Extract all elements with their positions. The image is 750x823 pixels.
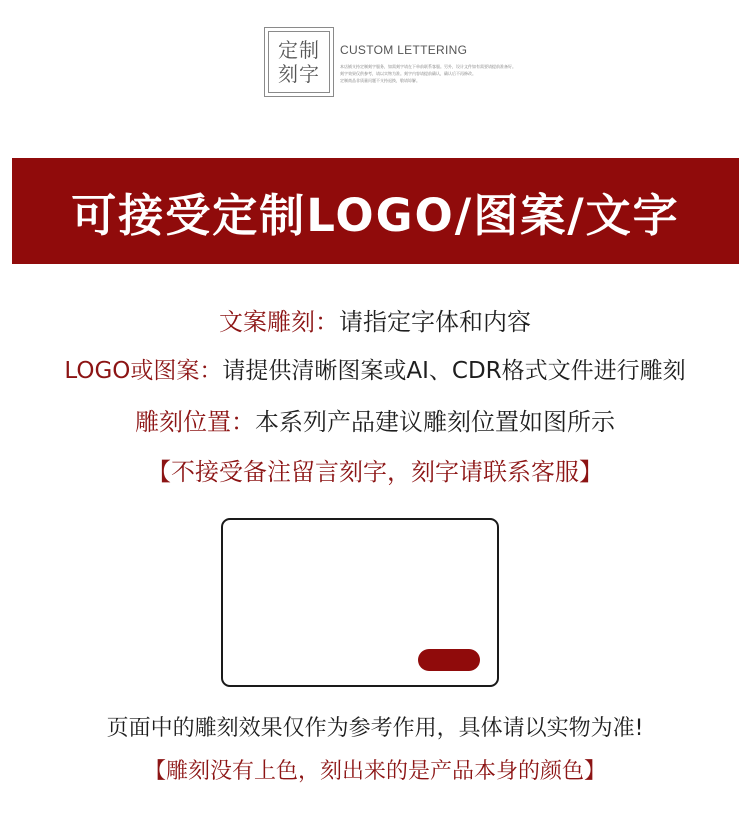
- info-label: 文案雕刻：: [219, 308, 339, 336]
- info-line-engraving-position: [0, 402, 750, 437]
- disclaimer-note: 页面中的雕刻效果仅作为参考作用，具体请以实物为准!: [106, 716, 644, 741]
- info-label: 雕刻位置：: [135, 408, 255, 436]
- no-color-note: 【雕刻没有上色，刻出来的是产品本身的颜色】: [143, 759, 606, 784]
- info-label: LOGO或图案：: [64, 358, 223, 384]
- header-fine-print: [340, 63, 540, 84]
- engraving-position-marker: [418, 649, 480, 671]
- info-line-text-engraving: [0, 302, 750, 337]
- custom-lettering-logo: [264, 27, 334, 97]
- banner-text: 可接受定制LOGO/图案/文字: [71, 188, 680, 242]
- info-line-logo-pattern: [0, 352, 750, 385]
- product-outline: [221, 518, 499, 687]
- header-title: CUSTOM LETTERING: [340, 43, 468, 57]
- info-line-no-remarks: 【不接受备注留言刻字，刻字请联系客服】: [147, 458, 603, 486]
- custom-logo-banner: [12, 158, 739, 264]
- logo-inner-frame: [268, 31, 330, 93]
- fine-print-line: 刻字效果仅供参考，请以实物为准。刻字内容请提前确认，确认后不再修改。: [340, 71, 476, 76]
- logo-text-line1: 定制: [278, 38, 320, 62]
- logo-text-line2: 刻字: [278, 62, 320, 86]
- info-value: 本系列产品建议雕刻位置如图所示: [255, 408, 615, 436]
- fine-print-line: 定制商品非质量问题不支持退换，敬请谅解。: [340, 78, 420, 83]
- fine-print-line: 本店铺支持定制刻字服务，如需刻字请在下单前联系客服。另外，设计文件如有需要请提前准备好。: [340, 64, 516, 69]
- info-value: 请指定字体和内容: [339, 308, 531, 336]
- info-value: 请提供清晰图案或AI、CDR格式文件进行雕刻: [222, 358, 686, 384]
